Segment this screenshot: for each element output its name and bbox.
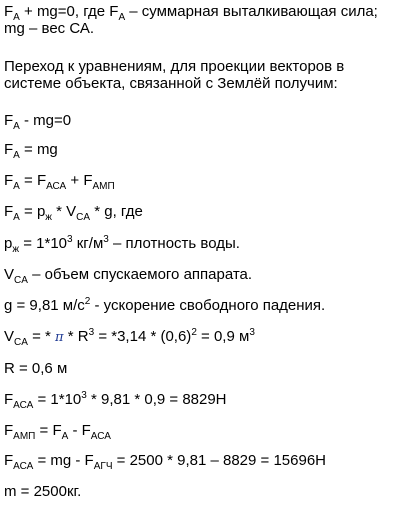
- equation-3: $F_A = F_{АСА} + F_{АМП}$: [4, 172, 115, 192]
- mass-line: m = 2500кг.: [4, 483, 82, 500]
- faca-calculation-line: $F_{АСА} = 1*10^3 * 9,81 * 0,9 = 8829Н$: [4, 390, 227, 411]
- equation-4: $F_A = р_ж * V_{CA} * g$, где: [4, 203, 143, 223]
- transition-text: Переход к уравнениям, для проекции векторов в системе объекта, связанной с Землёй получим:: [4, 58, 345, 92]
- intro-text: $F_A + mg=0$, где $F_A$ – суммарная выталкивающая сила; mg – вес СА.: [4, 3, 378, 37]
- radius-line: R = 0,6 м: [4, 360, 68, 377]
- faca-result-line: $F_{АСА}$ = mg - $F_{АГЧ} = 2500 * 9,81 - 8829 = 15696Н$: [4, 452, 326, 472]
- water-density-line: $р_ж = 1*10^3$ $кг/м^3$ – плотность воды.: [4, 234, 240, 255]
- pi-symbol: π: [55, 330, 64, 345]
- volume-calculation-line: $V_{CA}$ = * $\pi * R^3 = *3,14 * (0,6)^2 = 0,9$ $м^3$: [4, 327, 255, 348]
- equation-1: $F_A - mg=0$: [4, 112, 72, 132]
- famp-line: $F_{АМП} = F_A - F_{АСА}$: [4, 422, 111, 442]
- equation-2: $F_A$ = mg: [4, 141, 58, 161]
- volume-definition-line: $V_{CA}$ – объем спускаемого аппарата.: [4, 266, 253, 286]
- gravity-line: g = 9,81 $м/с^2$ - ускорение свободного падения.: [4, 296, 326, 314]
